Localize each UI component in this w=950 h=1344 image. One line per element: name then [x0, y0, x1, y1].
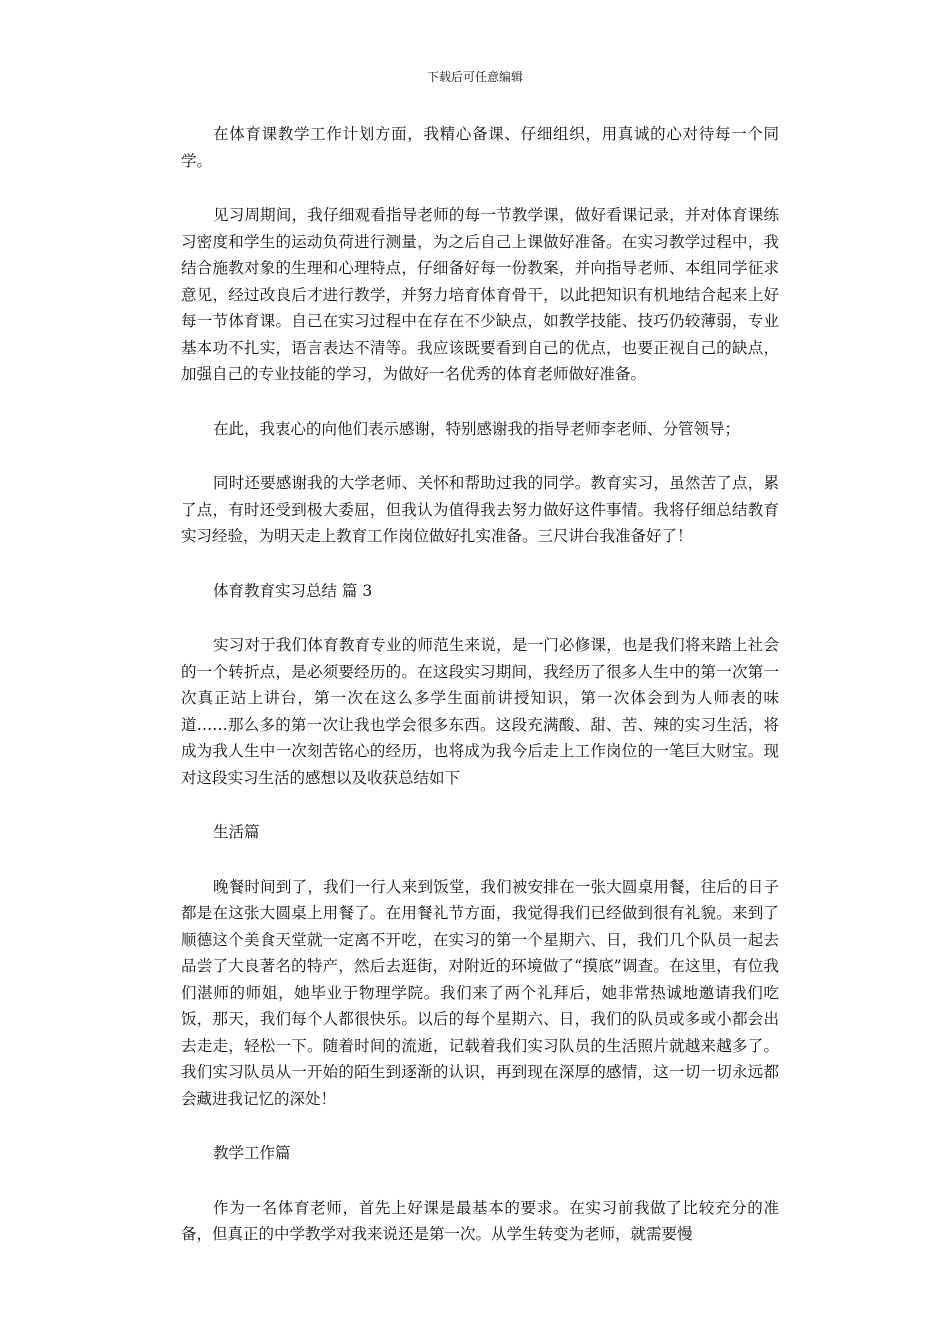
section-heading: 生活篇: [213, 823, 260, 841]
paragraph: 实习对于我们体育教育专业的师范生来说，是一门必修课，也是我们将来踏上社会的一个转折点，是必须要经历的。在这段实习期间，我经历了很多人生中的第一次第一次真正站上讲台，第一次在这么多学生面前讲授知识，第一次体会到为人师表的味道……那么多的第一次让我也学会很多东西。这段充满酸、甜、苦、辣的实习生活，将成为我人生中一次刻苦铭心的经历，也将成为我今后走上工作岗位的一笔巨大财宝。现对这段实习生活的感想以及收获总结如下: [181, 636, 779, 787]
paragraph: 在此，我衷心的向他们表示感谢，特别感谢我的指导老师李老师、分管领导；: [213, 419, 741, 438]
section-heading: 体育教育实习总结 篇 3: [213, 581, 373, 600]
paragraph: 作为一名体育老师，首先上好课是最基本的要求。在实习前我做了比较充分的准备，但真正的中学教学对我来说还是第一次。从学生转变为老师，就需要慢: [181, 1198, 779, 1243]
paragraph: 在体育课教学工作计划方面，我精心备课、仔细组织，用真诚的心对待每一个同学。: [181, 125, 779, 170]
section-heading: 教学工作篇: [213, 1144, 291, 1162]
paragraph: 见习周期间，我仔细观看指导老师的每一节教学课，做好看课记录，并对体育课练习密度和学生的运动负荷进行测量，为之后自己上课做好准备。在实习教学过程中，我结合施教对象的生理和心理特点，仔细备好每一份教案，并向指导老师、本组同学征求意见，经过改良后才进行教学，并努力培育体育骨干，以此把知识有机地结合起来上好每一节体育课。自己在实习过程中在存在不少缺点，如教学技能、技巧仍较薄弱，专业基本功不扎实，语言表达不清等。我应该既要看到自己的优点，也要正视自己的缺点，加强自己的专业技能的学习，为做好一名优秀的体育老师做好准备。: [181, 206, 779, 383]
paragraph: 同时还要感谢我的大学老师、关怀和帮助过我的同学。教育实习，虽然苦了点，累了点，有时还受到极大委屈，但我认为值得我去努力做好这件事情。我将仔细总结教育实习经验，为明天走上教育工作岗位做好扎实准备。三尺讲台我准备好了！: [181, 474, 779, 545]
document-body: [181, 121, 779, 1276]
paragraph: 晚餐时间到了，我们一行人来到饭堂，我们被安排在一张大圆桌用餐，往后的日子都是在这张大圆桌上用餐了。在用餐礼节方面，我觉得我们已经做到很有礼貌。来到了顺德这个美食天堂就一定离不开吃，在实习的第一个星期六、日，我们几个队员一起去品尝了大良著名的特产，然后去逛街，对附近的环境做了“摸底”调查。在这里，有位我们湛师的师姐，她毕业于物理学院。我们来了两个礼拜后，她非常热诚地邀请我们吃饭，那天，我们每个人都很快乐。以后的每个星期六、日，我们的队员或多或小都会出去走走，轻松一下。随着时间的流逝，记载着我们实习队员的生活照片就越来越多了。我们实习队员从一开始的陌生到逐渐的认识，再到现在深厚的感情，这一切一切永远都会藏进我记忆的深处！: [181, 877, 779, 1108]
page-header-note: 下载后可任意编辑: [426, 70, 523, 84]
